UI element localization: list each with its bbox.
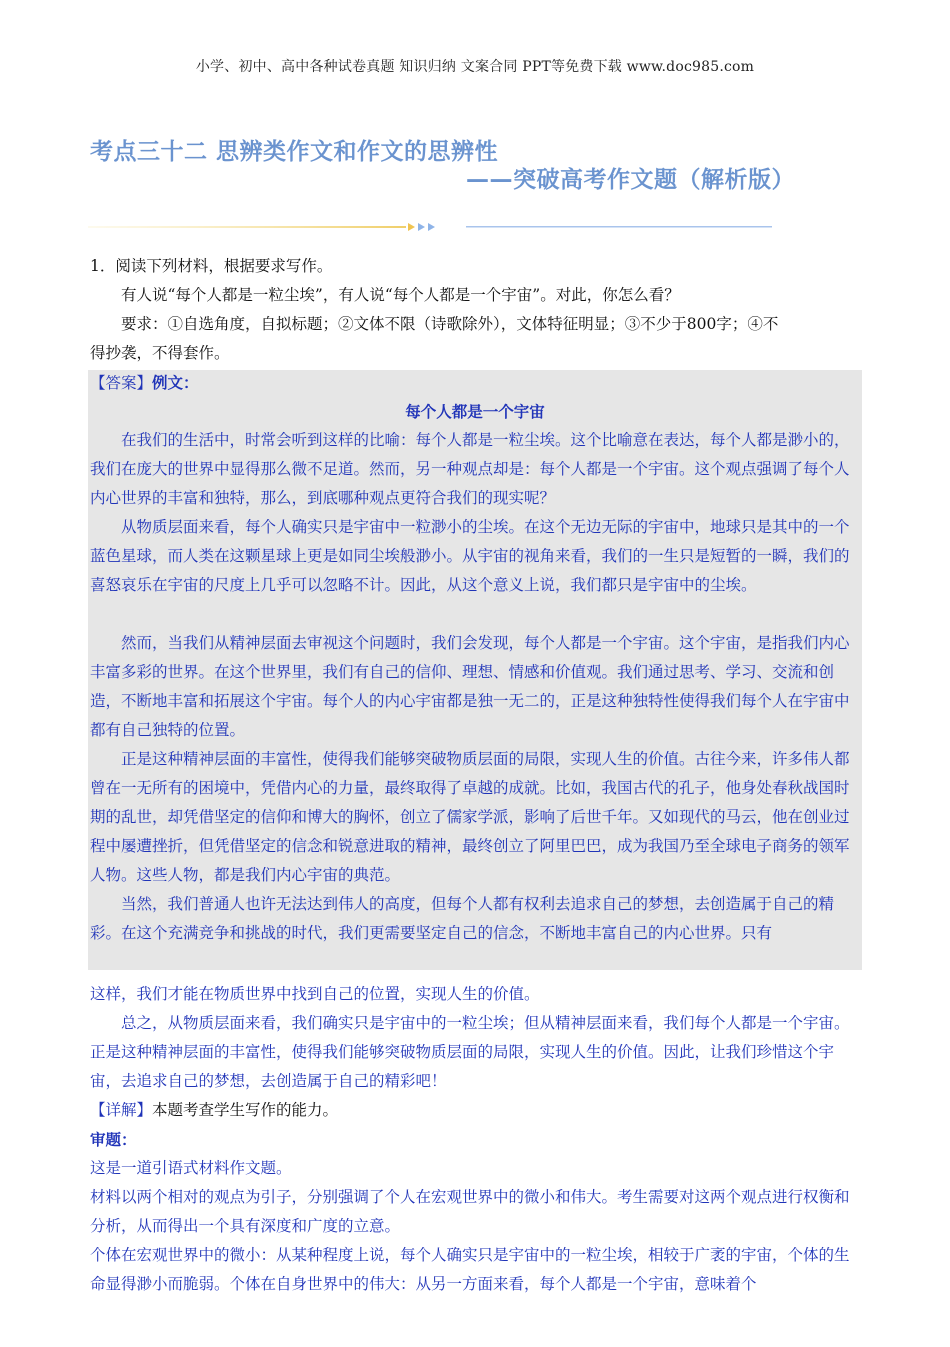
page-subtitle: ——突破高考作文题（解析版） [466,167,795,193]
question-requirements-cont: 得抄袭，不得套作。 [90,344,230,362]
divider-arrow-icon [428,223,435,231]
review-label: 审题： [90,1130,137,1149]
essay-continued: 这样，我们才能在物质世界中找到自己的位置，实现人生的价值。 [90,985,540,1003]
essay-paragraph-4: 正是这种精神层面的丰富性，使得我们能够突破物质层面的局限，实现人生的价值。古往今来，许多伟人都曾在一无所有的困境中，凭借内心的力量，最终取得了卓越的成就。比如，我国古代的孔子，他身处春秋战国时期的乱世，却凭借坚定的信仰和博大的胸怀，创立了儒家学派，影响了后世千年。又如现代的马云，他在创业过程中屡遭挫折，但凭借坚定的信念和锐意进取的精神，最终创立了阿里巴巴，成为我国乃至全球电子商务的领军人物。这些人物，都是我们内心宇宙的典范。 [90,750,850,884]
essay-title: 每个人都是一个宇宙 [405,402,545,421]
question-material: 有人说“每个人都是一粒尘埃”，有人说“每个人都是一个宇宙”。对此，你怎么看？ [121,286,680,304]
essay-paragraph-5: 当然，我们普通人也许无法达到伟人的高度，但每个人都有权利去追求自己的梦想，去创造属于自己的精彩。在这个充满竞争和挑战的时代，我们更需要坚定自己的信念，不断地丰富自己的内心世界。只有 [90,895,835,942]
review-line-1: 这是一道引语式材料作文题。 [90,1159,292,1177]
essay-conclusion: 总之，从物质层面来看，我们确实只是宇宙中的一粒尘埃；但从精神层面来看，我们每个人都是一个宇宙。正是这种精神层面的丰富性，使得我们能够突破物质层面的局限，实现人生的价值。因此，让我们珍惜这个宇宙，去追求自己的梦想，去创造属于自己的精彩吧！ [90,1014,850,1090]
title-divider [88,219,772,235]
essay-paragraph-1: 在我们的生活中，时常会听到这样的比喻：每个人都是一粒尘埃。这个比喻意在表达，每个人都是渺小的，我们在庞大的世界中显得那么微不足道。然而，另一种观点却是：每个人都是一个宇宙。这个观点强调了每个人内心世界的丰富和独特，那么，到底哪种观点更符合我们的现实呢？ [90,431,850,507]
detail-line [90,1096,338,1125]
question-requirements: 要求：①自选角度，自拟标题；②文体不限（诗歌除外），文体特征明显；③不少于800字；④不 [121,315,779,333]
essay-paragraph-2: 从物质层面来看，每个人确实只是宇宙中一粒渺小的尘埃。在这个无边无际的宇宙中，地球只是其中的一个蓝色星球，而人类在这颗星球上更是如同尘埃般渺小。从宇宙的视角来看，我们的一生只是短暂的一瞬，我们的喜怒哀乐在宇宙的尺度上几乎可以忽略不计。因此，从这个意义上说，我们都只是宇宙中的尘埃。 [90,518,850,594]
detail-label: 【详解】 [90,1101,153,1119]
review-line-3: 个体在宏观世界中的微小：从某种程度上说，每个人确实只是宇宙中的一粒尘埃，相较于广袤的宇宙，个体的生命显得渺小而脆弱。个体在自身世界中的伟大：从另一方面来看，每个人都是一个宇宙，意味着个 [90,1246,850,1293]
example-label: 例文： [152,373,199,392]
review-line-2: 材料以两个相对的观点为引子，分别强调了个人在宏观世界中的微小和伟大。考生需要对这两个观点进行权衡和分析，从而得出一个具有深度和广度的立意。 [90,1188,850,1235]
detail-text: 本题考查学生写作的能力。 [152,1101,339,1119]
divider-arrow-icon [418,223,425,231]
essay-paragraph-3: 然而，当我们从精神层面去审视这个问题时，我们会发现，每个人都是一个宇宙。这个宇宙，是指我们内心丰富多彩的世界。在这个世界里，我们有自己的信仰、理想、情感和价值观。我们通过思考、学习、交流和创造，不断地丰富和拓展这个宇宙。每个人的内心宇宙都是独一无二的，正是这种独特性使得我们每个人在宇宙中都有自己独特的位置。 [90,634,850,739]
question-intro: 1．阅读下列材料，根据要求写作。 [90,257,333,275]
answer-label-line [90,368,199,398]
divider-arrow-icon [408,223,415,231]
page-header: 小学、初中、高中各种试卷真题 知识归纳 文案合同 PPT等免费下载 www.doc985.com [195,59,755,75]
page-title: 考点三十二 思辨类作文和作文的思辨性 [90,139,499,165]
answer-label: 【答案】 [90,374,153,392]
